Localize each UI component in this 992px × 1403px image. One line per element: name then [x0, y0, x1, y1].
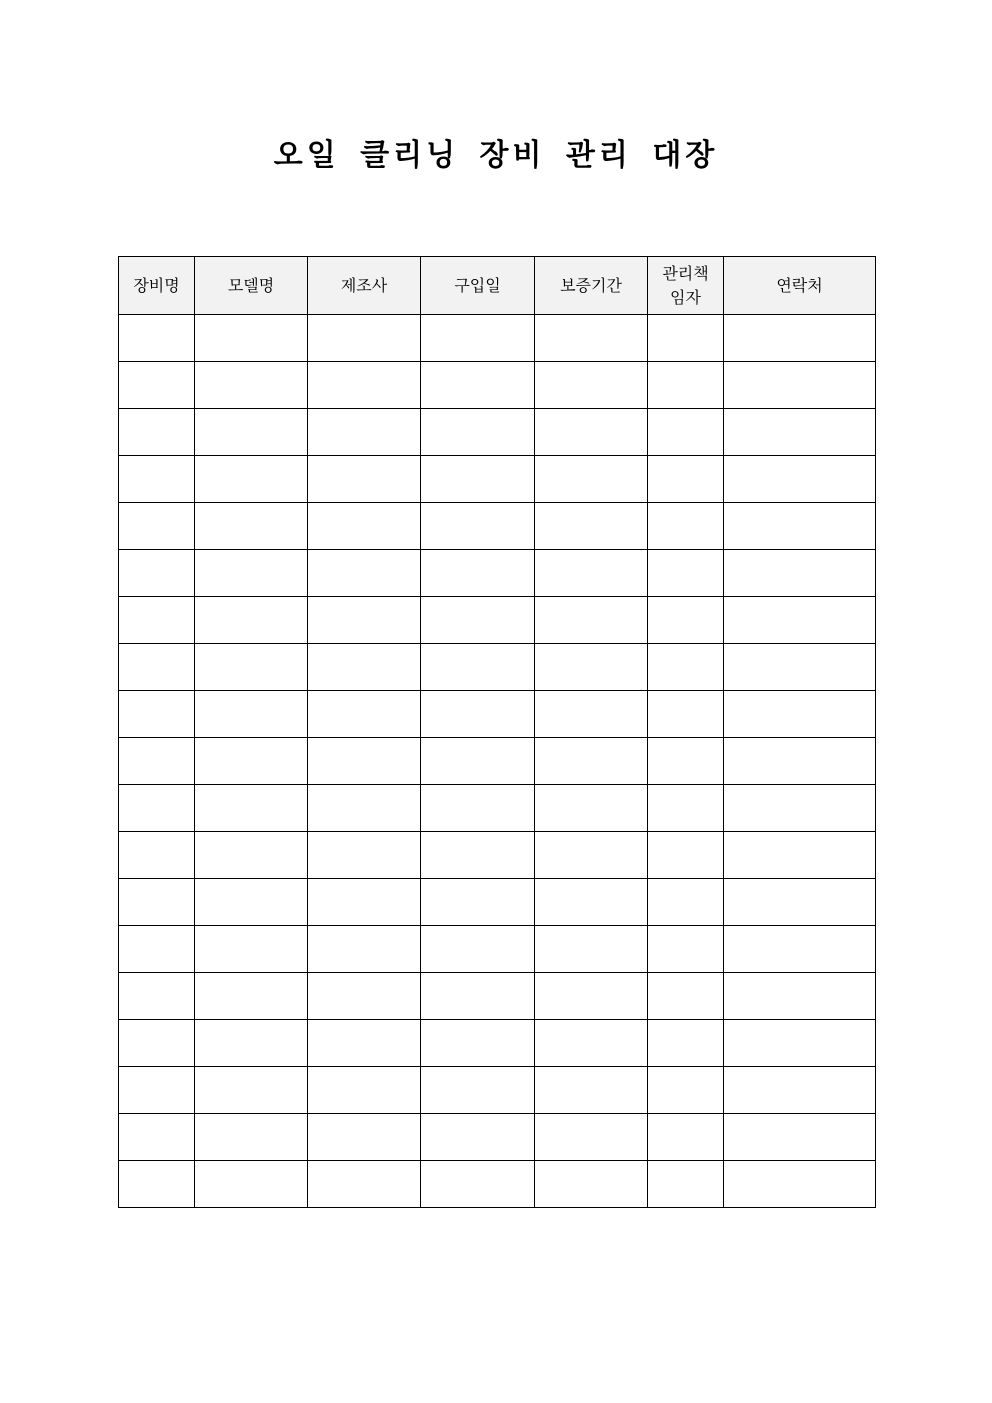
table-row: [119, 315, 876, 362]
table-cell[interactable]: [119, 926, 195, 973]
table-cell[interactable]: [308, 1114, 421, 1161]
table-cell[interactable]: [421, 550, 535, 597]
table-cell[interactable]: [724, 597, 876, 644]
table-cell[interactable]: [724, 503, 876, 550]
table-cell[interactable]: [195, 1161, 308, 1208]
table-cell[interactable]: [421, 362, 535, 409]
table-cell[interactable]: [308, 691, 421, 738]
table-cell[interactable]: [648, 738, 724, 785]
table-row: [119, 362, 876, 409]
table-cell[interactable]: [648, 691, 724, 738]
table-cell[interactable]: [648, 1020, 724, 1067]
table-cell[interactable]: [308, 362, 421, 409]
table-cell[interactable]: [119, 973, 195, 1020]
table-cell[interactable]: [119, 1161, 195, 1208]
table-cell[interactable]: [535, 597, 648, 644]
table-cell[interactable]: [535, 503, 648, 550]
table-cell[interactable]: [648, 1161, 724, 1208]
table-cell[interactable]: [724, 1067, 876, 1114]
table-cell[interactable]: [535, 738, 648, 785]
header-purchase-date: 구입일: [421, 257, 535, 315]
page-title: 오일 클리닝 장비 관리 대장: [273, 138, 719, 173]
table-cell[interactable]: [535, 879, 648, 926]
table-cell[interactable]: [648, 597, 724, 644]
table-cell[interactable]: [421, 409, 535, 456]
table-cell[interactable]: [119, 1020, 195, 1067]
table-cell[interactable]: [308, 409, 421, 456]
table-cell[interactable]: [119, 362, 195, 409]
table-cell[interactable]: [724, 691, 876, 738]
table-cell[interactable]: [195, 926, 308, 973]
table-cell[interactable]: [535, 456, 648, 503]
table-cell[interactable]: [195, 691, 308, 738]
table-cell[interactable]: [648, 503, 724, 550]
table-cell[interactable]: [535, 1161, 648, 1208]
table-row: [119, 1020, 876, 1067]
table-cell[interactable]: [648, 832, 724, 879]
table-cell[interactable]: [648, 879, 724, 926]
table-cell[interactable]: [195, 1114, 308, 1161]
table-cell[interactable]: [535, 362, 648, 409]
table-cell[interactable]: [195, 738, 308, 785]
table-cell[interactable]: [308, 456, 421, 503]
table-cell[interactable]: [195, 832, 308, 879]
header-manager: 관리책 임자: [648, 257, 724, 315]
table-cell[interactable]: [648, 1114, 724, 1161]
table-cell[interactable]: [119, 597, 195, 644]
table-row: [119, 738, 876, 785]
table-cell[interactable]: [724, 738, 876, 785]
table-cell[interactable]: [724, 315, 876, 362]
table-cell[interactable]: [195, 597, 308, 644]
table-cell[interactable]: [308, 832, 421, 879]
table-cell[interactable]: [648, 362, 724, 409]
table-cell[interactable]: [421, 691, 535, 738]
table-row: [119, 691, 876, 738]
table-cell[interactable]: [421, 1114, 535, 1161]
table-cell[interactable]: [195, 409, 308, 456]
table-cell[interactable]: [648, 456, 724, 503]
table-cell[interactable]: [119, 409, 195, 456]
table-cell[interactable]: [648, 315, 724, 362]
table-cell[interactable]: [535, 409, 648, 456]
table-cell[interactable]: [195, 456, 308, 503]
table-cell[interactable]: [421, 973, 535, 1020]
table-cell[interactable]: [535, 644, 648, 691]
table-cell[interactable]: [421, 738, 535, 785]
table-cell[interactable]: [535, 832, 648, 879]
table-cell[interactable]: [724, 926, 876, 973]
table-cell[interactable]: [648, 550, 724, 597]
table-cell[interactable]: [308, 550, 421, 597]
table-cell[interactable]: [724, 1114, 876, 1161]
table-cell[interactable]: [535, 926, 648, 973]
table-row: [119, 644, 876, 691]
table-cell[interactable]: [119, 1114, 195, 1161]
table-row: [119, 1161, 876, 1208]
header-row: [119, 257, 876, 315]
table-cell[interactable]: [648, 973, 724, 1020]
table-cell[interactable]: [195, 1067, 308, 1114]
table-cell[interactable]: [535, 1020, 648, 1067]
table-cell[interactable]: [308, 1020, 421, 1067]
table-cell[interactable]: [119, 456, 195, 503]
table-cell[interactable]: [119, 644, 195, 691]
table-cell[interactable]: [119, 691, 195, 738]
table-cell[interactable]: [421, 1067, 535, 1114]
table-cell[interactable]: [421, 1020, 535, 1067]
header-equipment-name: 장비명: [119, 257, 195, 315]
table-cell[interactable]: [119, 879, 195, 926]
table-cell[interactable]: [535, 315, 648, 362]
table-cell[interactable]: [535, 691, 648, 738]
table-row: [119, 503, 876, 550]
header-warranty-period: 보증기간: [535, 257, 648, 315]
table-row: [119, 785, 876, 832]
table-cell[interactable]: [421, 597, 535, 644]
table-cell[interactable]: [648, 1067, 724, 1114]
table-cell[interactable]: [724, 644, 876, 691]
table-cell[interactable]: [724, 1020, 876, 1067]
table-cell[interactable]: [195, 785, 308, 832]
table-cell[interactable]: [648, 644, 724, 691]
table-cell[interactable]: [421, 832, 535, 879]
table-cell[interactable]: [119, 550, 195, 597]
table-cell[interactable]: [119, 738, 195, 785]
table-cell[interactable]: [119, 315, 195, 362]
ledger-body: [119, 315, 876, 1208]
equipment-ledger-table: [118, 256, 876, 1208]
table-row: [119, 926, 876, 973]
table-cell[interactable]: [119, 1067, 195, 1114]
table-cell[interactable]: [308, 973, 421, 1020]
table-cell[interactable]: [421, 456, 535, 503]
table-cell[interactable]: [724, 550, 876, 597]
table-cell[interactable]: [119, 785, 195, 832]
table-cell[interactable]: [195, 503, 308, 550]
table-cell[interactable]: [421, 315, 535, 362]
table-cell[interactable]: [195, 1020, 308, 1067]
table-cell[interactable]: [421, 879, 535, 926]
header-manufacturer: 제조사: [308, 257, 421, 315]
table-cell[interactable]: [724, 456, 876, 503]
header-model-name: 모델명: [195, 257, 308, 315]
table-cell[interactable]: [195, 973, 308, 1020]
table-row: [119, 1067, 876, 1114]
table-cell[interactable]: [724, 362, 876, 409]
table-cell[interactable]: [535, 785, 648, 832]
table-cell[interactable]: [308, 503, 421, 550]
table-row: [119, 1114, 876, 1161]
table-cell[interactable]: [421, 785, 535, 832]
table-row: [119, 456, 876, 503]
table-cell[interactable]: [535, 1067, 648, 1114]
table-cell[interactable]: [421, 644, 535, 691]
table-cell[interactable]: [308, 926, 421, 973]
table-cell[interactable]: [195, 362, 308, 409]
table-cell[interactable]: [119, 832, 195, 879]
table-cell[interactable]: [535, 973, 648, 1020]
table-cell[interactable]: [724, 832, 876, 879]
table-cell[interactable]: [648, 785, 724, 832]
table-cell[interactable]: [421, 1161, 535, 1208]
table-cell[interactable]: [119, 503, 195, 550]
table-row: [119, 879, 876, 926]
table-cell[interactable]: [308, 1067, 421, 1114]
table-row: [119, 832, 876, 879]
table-cell[interactable]: [421, 926, 535, 973]
table-cell[interactable]: [308, 597, 421, 644]
table-cell[interactable]: [421, 503, 535, 550]
table-row: [119, 409, 876, 456]
table-cell[interactable]: [308, 738, 421, 785]
table-cell[interactable]: [308, 879, 421, 926]
table-cell[interactable]: [195, 550, 308, 597]
table-cell[interactable]: [724, 785, 876, 832]
table-cell[interactable]: [535, 550, 648, 597]
table-cell[interactable]: [195, 879, 308, 926]
table-row: [119, 597, 876, 644]
header-contact: 연락처: [724, 257, 876, 315]
table-cell[interactable]: [195, 315, 308, 362]
table-cell[interactable]: [308, 315, 421, 362]
table-cell[interactable]: [195, 644, 308, 691]
table-cell[interactable]: [724, 973, 876, 1020]
table-cell[interactable]: [308, 644, 421, 691]
table-cell[interactable]: [648, 409, 724, 456]
table-row: [119, 550, 876, 597]
table-row: [119, 973, 876, 1020]
table-cell[interactable]: [535, 1114, 648, 1161]
table-cell[interactable]: [724, 409, 876, 456]
table-cell[interactable]: [648, 926, 724, 973]
table-cell[interactable]: [308, 785, 421, 832]
table-cell[interactable]: [308, 1161, 421, 1208]
table-cell[interactable]: [724, 1161, 876, 1208]
table-cell[interactable]: [724, 879, 876, 926]
